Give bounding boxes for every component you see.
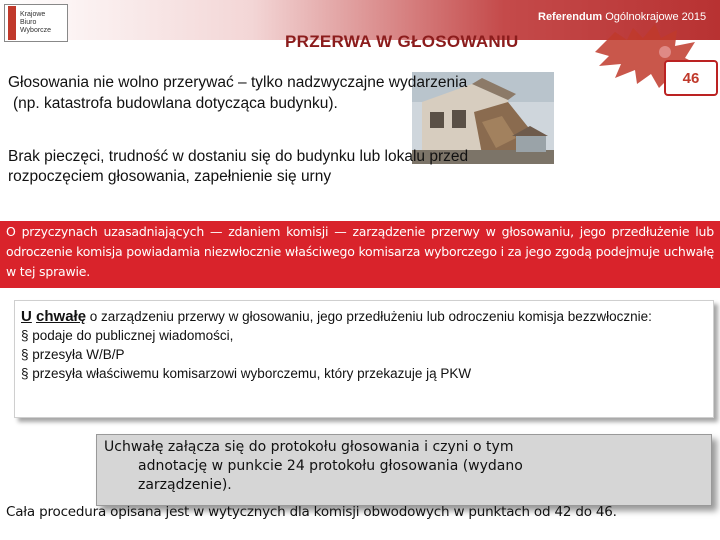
- resolution-note-box: [14, 300, 714, 418]
- footer-procedure-note: Cała procedura opisana jest w wytycznych dla komisji obwodowych w punktach od 42 do 46.: [6, 504, 617, 520]
- slide-title: PRZERWA W GŁOSOWANIU: [285, 32, 519, 51]
- note-bullet-1: § podaje do publicznej wiadomości,: [21, 328, 234, 343]
- kbw-logo: [4, 4, 68, 42]
- intro-line-2: (np. katastrofa budowlana dotycząca budynku).: [13, 95, 338, 112]
- page-number-badge: 46: [664, 60, 718, 96]
- attachment-note-text: [104, 438, 624, 495]
- note-sentence: o zarządzeniu przerwy w głosowaniu, jego przedłużeniu lub odroczeniu komisja bezzwłocznie:: [86, 309, 652, 324]
- attachment-line-1: Uchwałę załącza się do protokołu głosowania i czyni o tym: [104, 439, 514, 455]
- attachment-line-2: adnotację w punkcie 24 protokołu głosowania (wydano: [138, 458, 523, 474]
- attachment-line-3: zarządzenie).: [138, 477, 232, 493]
- note-lead-rest: chwałę: [36, 308, 87, 325]
- intro-line-1: Głosowania nie wolno przerywać – tylko nadzwyczajne wydarzenia: [8, 74, 468, 91]
- note-lead-u: U: [21, 308, 32, 325]
- logo-mark: [8, 6, 16, 40]
- info-paragraph: Brak pieczęci, trudność w dostaniu się do budynku lub lokalu przed rozpoczęciem głosowania, zapełnienie się urny: [8, 148, 469, 185]
- intro-paragraph: [8, 72, 568, 114]
- highlight-box: O przyczynach uzasadniających — zdaniem komisji — zarządzenie przerwy w głosowaniu, jego przedłużenie lub odroczenie komisja powiadamia niezwłocznie właściwego komisarza wyborczego i za jego zgodą podejmuje uchwałę w tej sprawie.: [0, 221, 720, 288]
- note-bullet-3: § przesyła właściwemu komisarzowi wyborczemu, który przekazuje ją PKW: [21, 366, 472, 381]
- referendum-brand-rest: Ogólnokrajowe 2015: [602, 11, 707, 23]
- note-bullet-2: § przesyła W/B/P: [21, 347, 125, 362]
- logo-text: Krajowe Biuro Wyborcze: [20, 11, 52, 34]
- note-lead: [21, 308, 86, 325]
- referendum-brand-bold: Referendum: [538, 11, 603, 23]
